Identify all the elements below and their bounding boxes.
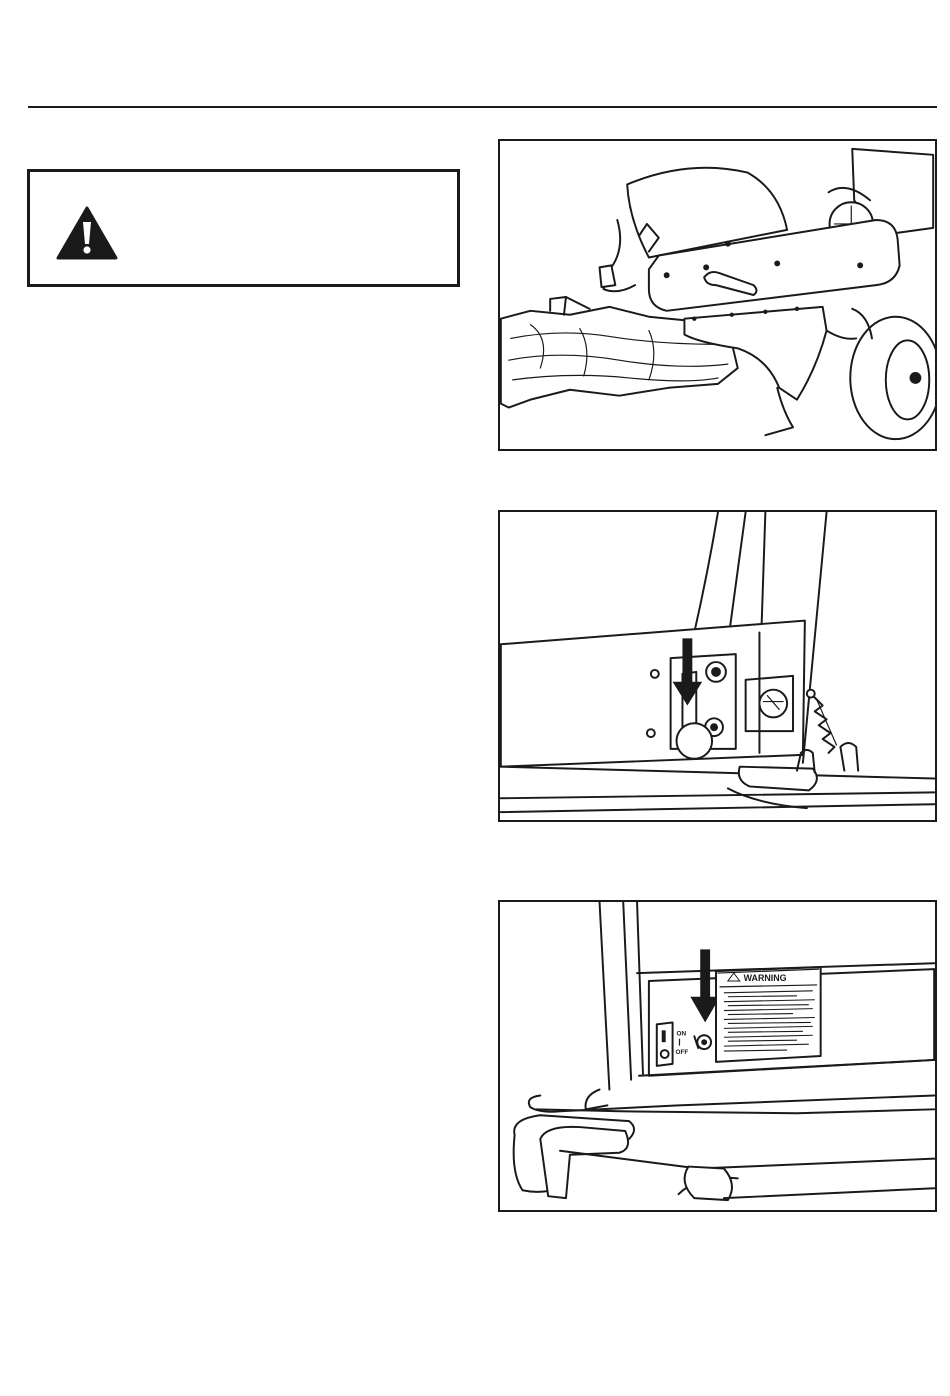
warning-decal-title: WARNING (743, 972, 787, 983)
warning-decal (716, 967, 821, 1062)
side-panel-illustration (500, 512, 935, 820)
warning-triangle-icon (56, 206, 118, 260)
warning-box (27, 169, 460, 287)
switch-on-label: ON (676, 1030, 687, 1038)
figure-side-panel-lever (498, 510, 937, 822)
switch-off-label: OFF (675, 1049, 689, 1057)
switch-panel-illustration (500, 902, 935, 1210)
figure-switch-panel (498, 900, 937, 1212)
figure-stump-grinding (498, 139, 937, 451)
stump-grinder-illustration (500, 141, 935, 449)
header-rule (28, 106, 937, 108)
